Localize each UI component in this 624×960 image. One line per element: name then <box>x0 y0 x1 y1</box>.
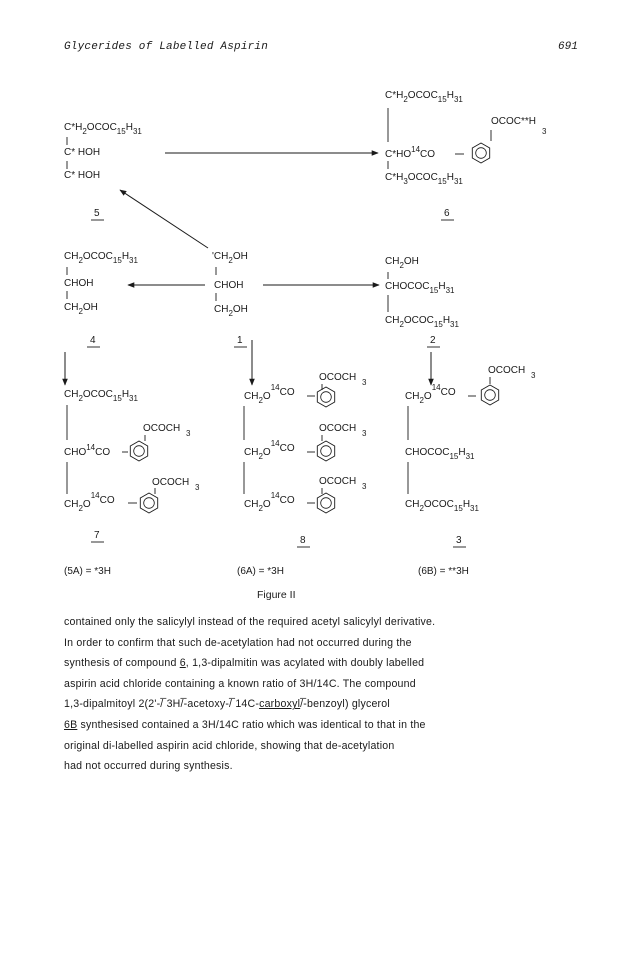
compound-number-5: 5 <box>94 208 100 219</box>
compound-4 <box>64 251 138 347</box>
compound-number-2: 2 <box>430 335 436 346</box>
svg-text:CH2O14CO: $CH_2O^{14}CO$ <box>244 439 295 461</box>
svg-text:OCOCH: OCOCH <box>319 423 357 434</box>
svg-text:OCOCH: OCOCH <box>319 476 357 487</box>
svg-text:C* HOH: C* HOH <box>64 147 101 158</box>
svg-text:CH2OH: $CH_2OH$ <box>385 256 419 270</box>
svg-text:'CH2OH: '$CH_2OH$ <box>212 251 248 265</box>
body-line-6: 6B synthesised contained a 3H/14C ratio which was identical to that in the <box>64 718 426 731</box>
svg-text:CHOCOC15H31: $CHOCOC_{15}H_{31}$ <box>385 281 455 295</box>
body-line-4: aspirin acid chloride containing a known ratio of 3H/14C. The compound <box>64 677 416 690</box>
svg-text:OCOC**H: OCOC**H <box>491 116 537 127</box>
svg-text:OCOCH: OCOCH <box>488 365 526 376</box>
svg-text:CHOCOC15H31: $CHOCOC_{15}H_{31}$ <box>405 447 475 461</box>
svg-text:CH2OCOC15H31: $CH_2OCOC_{15}H_{31}$ <box>64 251 138 265</box>
compound-1 <box>212 251 248 347</box>
compound-3-label: (6B) = **3H <box>418 566 469 577</box>
svg-text:3: 3 <box>362 378 367 387</box>
compound-3 <box>405 365 536 577</box>
svg-text:C*H2OCOC15H31: $C*H_2OCOC_{15}H_{31}$ <box>385 90 463 104</box>
svg-text:3: 3 <box>542 127 547 136</box>
compound-5 <box>64 122 142 220</box>
svg-text:3: 3 <box>362 429 367 438</box>
svg-text:C*H2OCOC15H31: $C*H_2OCOC_{15}H_{31}$ <box>64 122 142 136</box>
compound-number-6: 6 <box>444 208 450 219</box>
svg-text:CH2O14CO: $CH_2O^{14}CO$ <box>244 491 295 513</box>
svg-text:CHO14CO: CHO$^{14}$CO <box>64 443 111 458</box>
page-number: 691 <box>558 41 578 53</box>
compound-number-3: 3 <box>456 535 462 546</box>
svg-text:CH2O14CO: $CH_2O^{14}CO$ <box>64 491 115 513</box>
compound-6 <box>385 90 547 220</box>
svg-text:3: 3 <box>362 482 367 491</box>
compound-number-8: 8 <box>300 535 306 546</box>
running-header-title: Glycerides of Labelled Aspirin <box>64 41 269 53</box>
compound-2 <box>385 256 459 347</box>
svg-text:OCOCH: OCOCH <box>143 423 181 434</box>
svg-text:C*H3OCOC15H31: $C*H_3OCOC_{15}H_{31}$ <box>385 172 463 186</box>
compound-8-label: (6A) = *3H <box>237 566 284 577</box>
svg-text:CHOH: CHOH <box>214 280 244 291</box>
svg-text:C*HO14CO: C*HO$^{14}$CO <box>385 145 436 160</box>
body-line-1: contained only the salicylyl instead of the required acetyl salicylyl derivative. <box>64 616 436 628</box>
body-line-5: 1,3-dipalmitoyl 2(2'-/̅ 3H/̅-acetoxy-/̅ 14C-carboxyl/̅-benzoyl) glycerol <box>64 698 390 711</box>
svg-text:OCOCH: OCOCH <box>319 372 357 383</box>
body-line-8: had not occurred during synthesis. <box>64 760 233 773</box>
svg-text:3: 3 <box>186 429 191 438</box>
svg-text:OCOCH: OCOCH <box>152 477 190 488</box>
body-line-2: In order to confirm that such de-acetylation had not occurred during the <box>64 636 412 649</box>
body-line-7: original di-labelled aspirin acid chloride, showing that de-acetylation <box>64 739 395 752</box>
svg-text:CH2OH: $CH_2OH$ <box>214 304 248 318</box>
svg-text:CH2OCOC15H31: $CH_2OCOC_{15}H_{31}$ <box>385 315 459 329</box>
svg-text:CH2OCOC15H31: $CH_2OCOC_{15}H_{31}$ <box>405 499 479 513</box>
compound-number-4: 4 <box>90 335 96 346</box>
svg-text:CH2OH: $CH_2OH$ <box>64 302 98 316</box>
svg-text:3: 3 <box>195 483 200 492</box>
svg-text:CH2O14CO: $CH_2O^{14}CO$ <box>244 383 295 405</box>
compound-7 <box>64 389 200 577</box>
svg-text:CH2OCOC15H31: $CH_2OCOC_{15}H_{31}$ <box>64 389 138 403</box>
figure-caption: Figure II <box>257 589 296 600</box>
svg-text:3: 3 <box>531 371 536 380</box>
compound-number-1: 1 <box>237 335 243 346</box>
body-line-3: synthesis of compound 6, 1,3-dipalmitin was acylated with doubly labelled <box>64 657 425 670</box>
compound-7-label: (5A) = *3H <box>64 566 111 577</box>
compound-8 <box>237 372 367 577</box>
body-paragraph <box>64 612 564 777</box>
svg-text:CHOH: CHOH <box>64 278 94 289</box>
svg-text:CH2O14CO: $CH_2O^{14}CO$ <box>405 383 456 405</box>
compound-number-7: 7 <box>94 530 100 541</box>
svg-text:C* HOH: C* HOH <box>64 170 101 181</box>
